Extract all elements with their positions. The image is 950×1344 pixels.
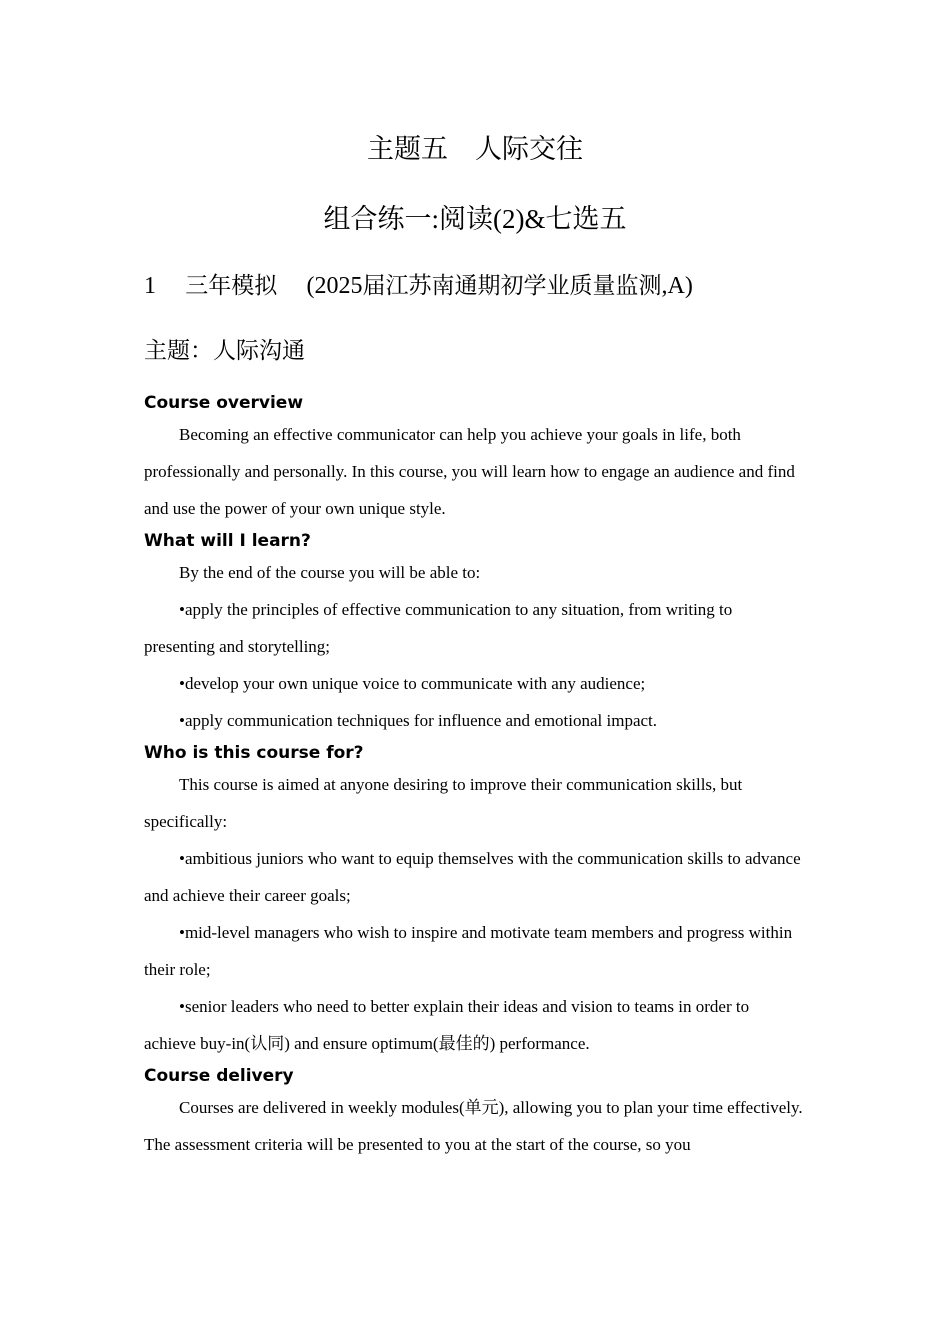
heading-course-delivery: Course delivery <box>144 1066 294 1086</box>
section-source-end: ,A) <box>661 273 693 299</box>
subtitle-latin: :阅读(2)& <box>431 204 546 234</box>
bullet-learn-1: •apply the principles of effective communication to any situation, from writing to presenting and storytelling; <box>144 600 733 656</box>
page-subtitle <box>0 202 950 237</box>
heading-who-for: Who is this course for? <box>144 743 364 763</box>
page-title: 主题五 人际交往 <box>367 134 583 165</box>
section-heading <box>144 270 693 302</box>
bullet-learn-3: •apply communication techniques for influence and emotional impact. <box>179 711 658 730</box>
section-number: 1 <box>144 273 156 299</box>
subtitle-prefix: 组合练一 <box>323 204 432 235</box>
topic-heading: 主题：人际沟通 <box>144 338 305 364</box>
paragraph-overview: Becoming an effective communicator can help you achieve your goals in life, both professionally and personally. In this course, you will learn how to engage an audience and find and use the power of your own unique style. <box>144 425 795 518</box>
bullet-who-2: •mid-level managers who wish to inspire and motivate team members and progress within their role; <box>144 923 793 979</box>
heading-course-overview: Course overview <box>144 393 304 413</box>
paragraph-learn-intro: By the end of the course you will be able to: <box>179 563 481 582</box>
section-source-cn: 届江苏南通期初学业质量监测 <box>362 273 662 299</box>
article-body <box>144 389 804 1163</box>
bullet-who-3: •senior leaders who need to better explain their ideas and vision to teams in order to achieve buy-in(认同) and ensure optimum(最佳的) performance. <box>144 997 750 1053</box>
paragraph-delivery: Courses are delivered in weekly modules(单元), allowing you to plan your time effectively. The assessment criteria will be presented to you at the start of the course, so you <box>144 1098 803 1154</box>
heading-what-learn: What will I learn? <box>144 531 311 551</box>
section-label: 三年模拟 <box>185 273 278 299</box>
section-source: (2025 <box>306 273 363 299</box>
paragraph-who-intro: This course is aimed at anyone desiring to improve their communication skills, but specifically: <box>144 775 743 831</box>
bullet-learn-2: •develop your own unique voice to communicate with any audience; <box>179 674 646 693</box>
bullet-who-1: •ambitious juniors who want to equip themselves with the communication skills to advance and achieve their career goals; <box>144 849 801 905</box>
subtitle-suffix: 七选五 <box>545 204 627 235</box>
